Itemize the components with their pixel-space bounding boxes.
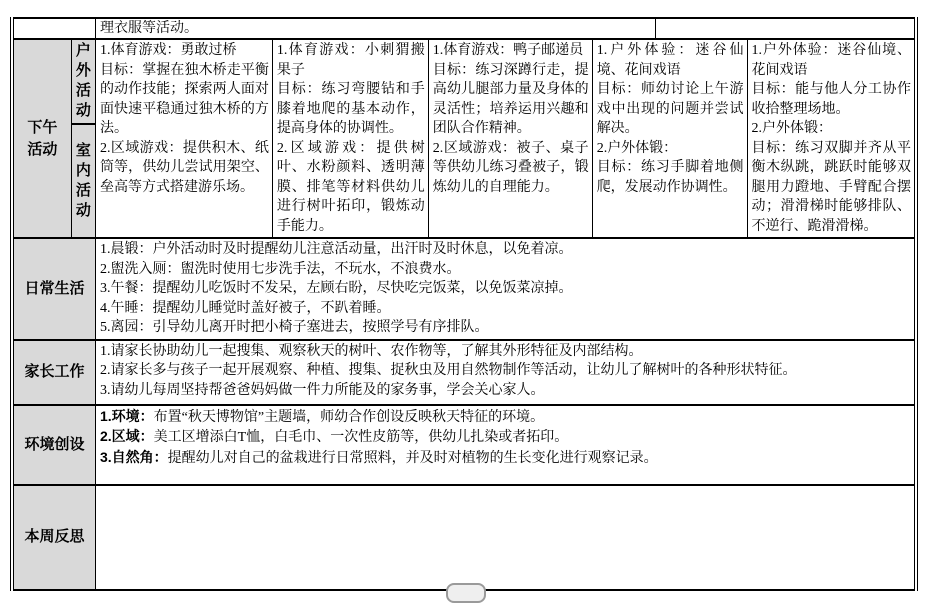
text-line: 2.请家长多与孩子一起开展观察、种植、搜集、捉秋虫及用自然物制作等活动，让幼儿了解树叶的各种形状特征。	[99, 363, 797, 378]
text-line: 目标：练习双脚并齐从平衡木纵跳，跳跃时能够双腿用力蹬地、手臂配合摆动；滑滑梯时能够排队、不逆行、跪滑滑梯。	[751, 140, 911, 234]
row-label-daily-life: 日常生活	[12, 238, 95, 340]
text-line: 目标：掌握在独木桥走平衡的动作技能；探索两人面对面快速平稳通过独木桥的方法。	[99, 62, 269, 136]
text-line: 2.区域游戏：提供积木、纸筒等，供幼儿尝试用架空、垒高等方式搭建游乐场。	[99, 140, 269, 195]
afternoon-col-thursday	[592, 39, 747, 238]
weekly-plan-table	[10, 17, 918, 591]
text-line: 2.区域游戏：提供树叶、水粉颜料、透明薄膜、排笔等材料供幼儿进行树叶拓印，锻炼动手能力。	[276, 140, 425, 234]
carryover-blank-cell	[12, 18, 95, 39]
text-line: 1.环境：布置“秋天博物馆”主题墙，师幼合作创设反映秋天特征的环境。	[99, 407, 545, 425]
text-line: 2.户外体锻：	[596, 140, 678, 156]
reflection-content	[95, 485, 916, 590]
text-line: 1.体育游戏：小刺猬搬果子	[276, 43, 425, 78]
carryover-text: 理衣服等活动。	[96, 19, 656, 38]
text-line: 2.户外体锻：	[751, 121, 833, 136]
text-line: 1.体育游戏：鸭子邮递员	[432, 43, 584, 58]
text-line: 2.区域：美工区增添白T恤，白毛巾、一次性皮筋等，供幼儿扎染或者拓印。	[99, 428, 569, 445]
text-line: 3.自然角：提醒幼儿对自己的盆栽进行日常照料，并及时对植物的生长变化进行观察记录。	[99, 448, 658, 466]
text-line: 2.盥洗入厕：盥洗时使用七步洗手法，不玩水，不浪费水。	[99, 261, 461, 277]
sublabel-outdoor: 户外活动	[71, 39, 95, 124]
carryover-cell	[95, 18, 916, 39]
text-line: 目标：能与他人分工协作收拾整理场地。	[751, 82, 911, 117]
text-line: 5.离园：引导幼儿离开时把小椅子塞进去，按照学号有序排队。	[99, 320, 489, 335]
afternoon-col-monday	[95, 39, 272, 238]
row-label-environment: 环境创设	[12, 405, 95, 485]
row-label-afternoon: 下午活动	[12, 39, 71, 238]
text-line: 1.户外体验：迷谷仙境、花间戏语	[751, 43, 911, 78]
text-line: 1.户外体验：迷谷仙境、花间戏语	[596, 43, 744, 78]
text-line: 1.体育游戏：勇敢过桥	[99, 43, 237, 58]
carryover-empty	[656, 19, 914, 38]
text-line: 2.区域游戏：被子、桌子等供幼儿练习叠被子，锻炼幼儿的自理能力。	[432, 140, 589, 195]
page-gap-toggle-icon[interactable]	[446, 583, 486, 603]
afternoon-col-tuesday	[272, 39, 428, 238]
parent-work-content	[95, 340, 916, 405]
row-label-parent-work: 家长工作	[12, 340, 95, 405]
text-line: 目标：练习手脚着地侧爬，发展动作协调性。	[596, 160, 744, 195]
text-line: 1.请家长协助幼儿一起搜集、观察秋天的树叶、农作物等，了解其外形特征及内部结构。	[99, 343, 643, 359]
text-line: 1.晨锻：户外活动时及时提醒幼儿注意活动量，出汗时及时休息，以免着凉。	[99, 242, 573, 257]
row-label-reflection: 本周反思	[12, 485, 95, 590]
text-line: 目标：师幼讨论上午游戏中出现的问题并尝试解决。	[596, 82, 744, 136]
weekly-plan-sheet	[10, 17, 918, 591]
text-line: 4.午睡：提醒幼儿睡觉时盖好被子，不趴着睡。	[99, 300, 391, 316]
sublabel-indoor: 室内活动	[71, 124, 95, 238]
environment-content	[95, 405, 916, 485]
text-line: 目标：练习深蹲行走，提高幼儿腿部力量及身体的灵活性；培养运用兴趣和团队合作精神。	[432, 62, 589, 136]
text-line: 目标：练习弯腰钻和手膝着地爬的基本动作，提高身体的协调性。	[276, 82, 425, 136]
afternoon-col-friday	[747, 39, 916, 238]
text-line: 3.请幼儿每周坚持帮爸爸妈妈做一件力所能及的家务事，学会关心家人。	[99, 382, 545, 398]
text-line: 3.午餐：提醒幼儿吃饭时不发呆，左顾右盼，尽快吃完饭菜，以免饭菜凉掉。	[99, 281, 573, 296]
daily-life-content	[95, 238, 916, 340]
afternoon-col-wednesday	[428, 39, 592, 238]
